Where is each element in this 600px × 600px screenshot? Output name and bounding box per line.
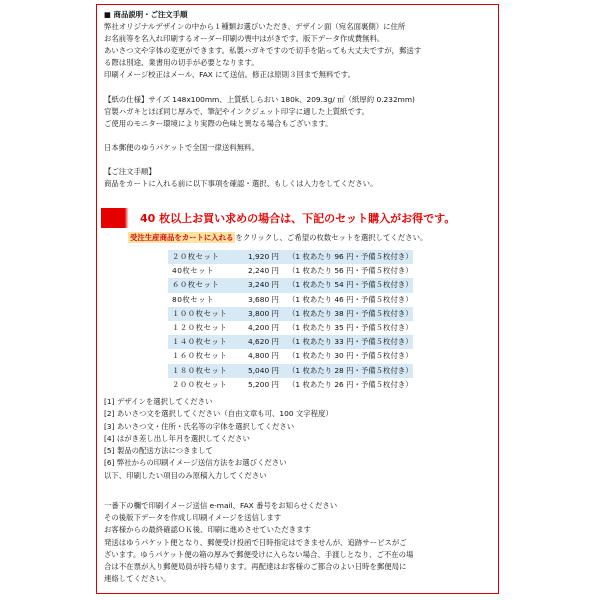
price-cell: 5,040 円 xyxy=(248,365,279,375)
step-item: [6] 弊社からの印刷イメージ送信方法をお選びください xyxy=(104,458,287,468)
spec-line: ご使用のモニター環境により実際の色味と異なる場合もございます。 xyxy=(104,118,333,128)
order-steps xyxy=(104,396,333,482)
spec-line: 【紙の仕様】サイズ 148x100mm、上質紙しらおい 180k、209.3g/ ㎡（紙厚約 0.232mm) xyxy=(104,94,415,104)
table-row xyxy=(168,278,413,292)
set-cell: １００枚セット xyxy=(172,308,228,318)
price-table xyxy=(168,250,413,392)
note-line: 発送はゆうパケット便となり、郵便受け投函で日時指定はできませんが、追跡サービスがご xyxy=(104,537,407,547)
add-to-cart-button[interactable]: 受注生産商品をカートに入れる xyxy=(130,233,234,242)
note-line: 連絡してください。 xyxy=(104,574,171,584)
note-line: お客様からの最終確認ＯＫ後、印刷に進めさせていただきます xyxy=(104,525,311,535)
table-row xyxy=(168,378,413,392)
intro-line: 印刷イメージ校正はメール、FAX にて送信。修正は原則３回まで無料です。 xyxy=(104,70,355,80)
intro-line: あいさつ文や字体の変更ができます。私製ハガキですので切手を貼っても大丈夫ですが，郵送す xyxy=(104,46,422,56)
closing-notes xyxy=(104,500,413,585)
table-row xyxy=(168,335,413,349)
intro-line: お名前等を名入れ印刷するオーダー印刷の喪中はがきです。版下データ作成費無料。 xyxy=(104,34,385,44)
price-cell: 4,620 円 xyxy=(248,337,279,347)
note-cell: （1 枚あたり 46 円・予備５枚付き） xyxy=(288,294,413,304)
price-cell: 3,240 円 xyxy=(248,280,279,290)
set-cell: １６０枚セット xyxy=(172,351,228,361)
step-item: [5] 製品の配送方法につきまして xyxy=(104,446,213,456)
note-cell: （1 枚あたり 35 円・予備５枚付き） xyxy=(288,322,413,332)
table-row xyxy=(168,250,413,264)
price-cell: 4,800 円 xyxy=(248,351,279,361)
set-cell: １４０枚セット xyxy=(172,337,228,347)
order-intro: 商品をカートに入れる前に以下事項を確認・選択、もしくは入力をしてください。 xyxy=(104,179,378,189)
note-line: ざいます。ゆうパケット便の箱の厚みで郵便受けに入らない場合、手渡しとなり、ご不在の場 xyxy=(104,549,414,559)
cta-row xyxy=(128,232,427,243)
set-cell: １８０枚セット xyxy=(172,365,228,375)
note-cell: （1 枚あたり 38 円・予備５枚付き） xyxy=(288,308,413,318)
price-cell: 4,200 円 xyxy=(248,322,279,332)
note-cell: （1 枚あたり 96 円・予備５枚付き） xyxy=(288,252,413,261)
table-row xyxy=(168,321,413,335)
table-row xyxy=(168,307,413,321)
price-cell: 2,240 円 xyxy=(248,266,279,276)
set-cell: ２０枚セット xyxy=(172,252,220,261)
set-cell: 80枚セット xyxy=(172,294,214,304)
shipping-note: 日本郵便のゆうパケットで全国一律送料無料。 xyxy=(104,143,259,153)
table-row xyxy=(168,293,413,307)
intro-line: 弊社オリジナルデザインの中から１種類お選びいただき、デザイン面（宛名面裏側）に住所 xyxy=(104,22,406,32)
set-cell: １２０枚セット xyxy=(172,322,228,332)
set-cell: ２００枚セット xyxy=(172,379,228,389)
intro-line: る際は別途、業書用の切手が必要となります。 xyxy=(104,58,259,68)
step-item: [2] あいさつ文を選択してください（自由文章も可、100 文字程度） xyxy=(104,409,333,419)
price-cell: 5,200 円 xyxy=(248,379,279,389)
set-offer-text: 40 枚以上お買い求めの場合は、下記のセット購入がお得です。 xyxy=(140,212,456,225)
note-cell: （1 枚あたり 54 円・予備５枚付き） xyxy=(288,280,413,290)
step-item: 以下、印刷したい項目のみ原稿入力してください xyxy=(104,470,267,480)
note-cell: （1 枚あたり 30 円・予備５枚付き） xyxy=(288,351,413,361)
note-line: その後版下データを作成し印刷イメージを送信します xyxy=(104,513,282,523)
note-line: 一番下の欄で印刷イメージ送信 e-mail、FAX 番号をお知らせください xyxy=(104,501,338,510)
step-item: [3] あいさつ文・住所・氏名等の字体を選択してください xyxy=(104,421,295,431)
table-row xyxy=(168,364,413,378)
price-cell: 3,680 円 xyxy=(248,294,279,304)
note-line: 合は不在票が入り郵便局員が持ち帰ります。再配達はお客様のご都合のよい日時を郵便局に xyxy=(104,562,407,572)
set-cell: 40枚セット xyxy=(172,266,214,276)
step-item: [4] はがき差し出し年月を選択してください xyxy=(104,433,250,443)
set-cell: ６０枚セット xyxy=(172,280,220,290)
order-header: 【ご注文手順】 xyxy=(104,167,156,177)
note-cell: （1 枚あたり 33 円・予備５枚付き） xyxy=(288,337,413,347)
note-cell: （1 枚あたり 26 円・予備５枚付き） xyxy=(288,379,413,389)
description-block xyxy=(104,9,496,190)
spec-line: 官製ハガキとほぼ同じ厚みで、筆記やインクジェット印字に適した上質紙です。 xyxy=(104,106,370,116)
note-cell: （1 枚あたり 56 円・予備５枚付き） xyxy=(288,266,413,276)
cta-suffix: をクリックし、ご希望の枚数セットを選択してください。 xyxy=(235,233,428,242)
section-header: ■ 商品説明・ご注文手順 xyxy=(104,10,188,19)
note-cell: （1 枚あたり 28 円・予備５枚付き） xyxy=(288,365,413,375)
price-cell: 3,800 円 xyxy=(248,308,279,318)
table-row xyxy=(168,349,413,363)
step-item: [1] デザインを選択してください xyxy=(104,397,213,406)
table-row xyxy=(168,264,413,278)
price-cell: 1,920 円 xyxy=(248,252,279,261)
